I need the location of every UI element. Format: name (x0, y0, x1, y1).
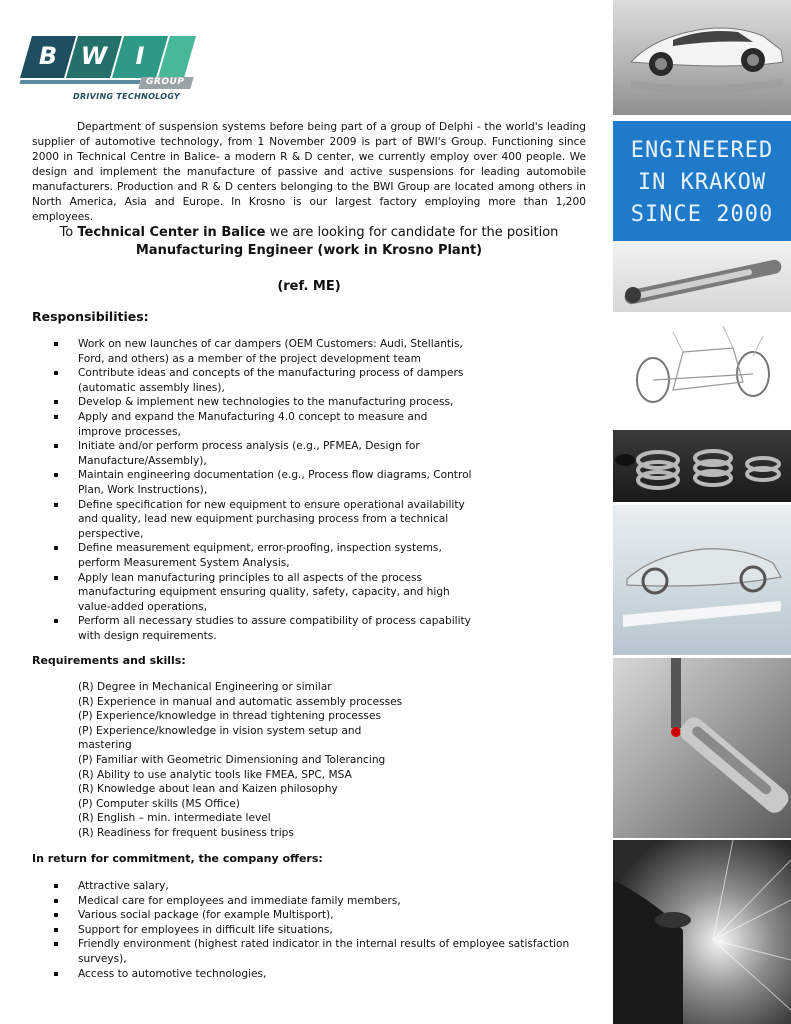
company-intro: Department of suspension systems before being part of a group of Delphi - the world's leading supplier of automotive technology, from 1 November 2009 is part of BWI's Group. Functioning since 2000 in Technical Centre in Balice- a modern R & D center, we currently employ over 400 people. We design and implement the manufacture of passive and active suspensions for leading automobile manufacturers. Production and R & D centers belonging to the BWI Group are located among others in North America, Asia and Europe. In Krosno is our largest factory employing more than 1,200 employees. (32, 121, 586, 223)
offer-item: Medical care for employees and immediate family members, (52, 894, 572, 909)
suspension-schematic (613, 312, 791, 427)
position-center: Technical Center in Balice (77, 225, 266, 240)
offers-heading: In return for commitment, the company offers: (32, 852, 323, 865)
image-sidebar (613, 0, 791, 1024)
bwi-group-logo (20, 36, 195, 104)
transparent-car-illustration (613, 505, 791, 655)
car-speed-photo (613, 840, 791, 1024)
responsibility-item: Define specification for new equipment to ensure operational availability and quality, lead new equipment purchasing process from a technical perspective, (52, 498, 472, 542)
responsibility-item: Apply and expand the Manufacturing 4.0 concept to measure and improve processes, (52, 410, 472, 439)
banner-line: SINCE 2000 (630, 202, 774, 227)
responsibility-item: Perform all necessary studies to assure compatibility of process capability with design requirements. (52, 614, 472, 643)
requirements-list (78, 680, 408, 841)
motion-blur-illustration (613, 840, 791, 1024)
requirement-item: (R) Readiness for frequent business trips (78, 826, 294, 839)
requirement-item: (P) Familiar with Geometric Dimensioning and Tolerancing (78, 753, 386, 766)
logo-letter: I (135, 42, 145, 70)
offers-list (52, 879, 572, 981)
offer-item: Support for employees in difficult life situations, (52, 923, 572, 938)
responsibilities-list (52, 337, 472, 643)
responsibility-item: Apply lean manufacturing principles to all aspects of the process manufacturing equipment ensuring quality, safety, capacity, and high value-added operations, (52, 571, 472, 615)
springs-illustration (613, 430, 791, 502)
logo-underline (19, 80, 140, 84)
suspension-diagram (613, 312, 791, 427)
measurement-probe-illustration (613, 658, 791, 838)
responsibility-item: Develop & implement new technologies to the manufacturing process, (52, 395, 472, 410)
transparent-car-photo (613, 505, 791, 655)
engineered-banner (613, 121, 791, 241)
responsibility-item: Contribute ideas and concepts of the manufacturing process of dampers (automatic assembly lines), (52, 366, 472, 395)
springs-photo (613, 430, 791, 502)
offer-item: Attractive salary, (52, 879, 572, 894)
logo-letter: B (38, 42, 58, 70)
responsibility-item: Maintain engineering documentation (e.g., Process flow diagrams, Control Plan, Work Instructions), (52, 468, 472, 497)
requirement-item: (R) Experience in manual and automatic assembly processes (78, 695, 403, 708)
position-intro (32, 224, 586, 242)
requirement-item: (P) Experience/knowledge in thread tightening processes (78, 710, 381, 723)
responsibility-item: Work on new launches of car dampers (OEM Customers: Audi, Stellantis, Ford, and others) as a member of the project development team (52, 337, 472, 366)
responsibility-item: Define measurement equipment, error-proofing, inspection systems, perform Measurement System Analysis, (52, 541, 472, 570)
logo-letter: W (80, 42, 108, 70)
position-prefix: To (59, 225, 78, 240)
measurement-probe-photo (613, 658, 791, 838)
offer-item: Friendly environment (highest rated indicator in the internal results of employee satisfaction surveys), (52, 937, 572, 966)
job-title: Manufacturing Engineer (work in Krosno Plant) (135, 243, 483, 258)
responsibilities-heading: Responsibilities: (32, 309, 149, 324)
logo-group-text: GROUP (146, 77, 185, 87)
requirement-item: (R) Degree in Mechanical Engineering or similar (78, 681, 332, 693)
offer-item: Various social package (for example Multisport), (52, 908, 572, 923)
position-suffix: we are looking for candidate for the position (265, 225, 559, 240)
requirement-item: (P) Computer skills (MS Office) (78, 797, 240, 810)
job-reference: (ref. ME) (277, 279, 341, 294)
shock-absorber-illustration (613, 241, 791, 311)
requirement-item: (R) Ability to use analytic tools like FMEA, SPC, MSA (78, 768, 352, 781)
banner-line: ENGINEERED (630, 138, 774, 163)
logo-tagline: DRIVING TECHNOLOGY (73, 92, 181, 101)
requirement-item: (R) English – min. intermediate level (78, 812, 271, 825)
sports-car-illustration (613, 0, 791, 115)
requirement-item: (R) Knowledge about lean and Kaizen philosophy (78, 783, 338, 796)
sports-car-photo (613, 0, 791, 115)
responsibility-item: Initiate and/or perform process analysis (e.g., PFMEA, Design for Manufacture/Assembly), (52, 439, 472, 468)
offer-item: Access to automotive technologies, (52, 967, 572, 982)
banner-line: IN KRAKOW (637, 170, 767, 195)
requirements-heading: Requirements and skills: (32, 654, 186, 667)
requirement-item: (P) Experience/knowledge in vision system setup and mastering (78, 724, 362, 752)
